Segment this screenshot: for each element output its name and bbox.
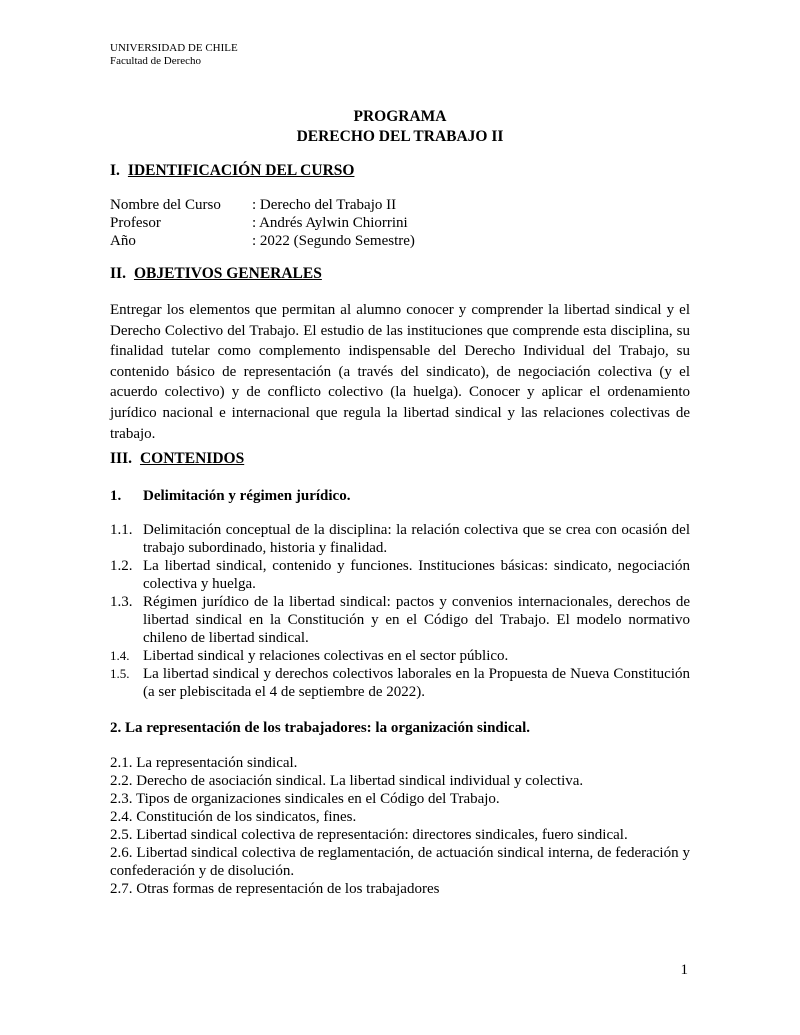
section-heading-contenidos bbox=[110, 449, 690, 469]
document-title bbox=[110, 107, 690, 147]
section-title: CONTENIDOS bbox=[139, 450, 245, 468]
section-number: II. bbox=[110, 265, 126, 282]
list-item: 2.1. La representación sindical. bbox=[110, 755, 298, 772]
list-item bbox=[110, 647, 690, 665]
professor-row bbox=[110, 214, 690, 232]
item-text: La libertad sindical y derechos colectivos laborales en la Propuesta de Nueva Constitución (a ser plebiscitada el 4 de septiembre de 2022). bbox=[143, 666, 690, 701]
list-item bbox=[110, 557, 690, 593]
faculty-name: Facultad de Derecho bbox=[110, 54, 202, 67]
unit1-list bbox=[110, 521, 690, 701]
unit-number: 1. bbox=[110, 488, 122, 505]
field-value-nombre: : Derecho del Trabajo II bbox=[252, 197, 397, 213]
item-number: 1.1. bbox=[110, 522, 133, 539]
field-value-ano: : 2022 (Segundo Semestre) bbox=[252, 233, 415, 249]
section-heading-identificacion bbox=[110, 161, 690, 181]
list-item bbox=[110, 665, 690, 701]
section-title: IDENTIFICACIÓN DEL CURSO bbox=[127, 162, 355, 179]
item-number: 1.5. bbox=[110, 666, 130, 682]
section-heading-objetivos bbox=[110, 264, 690, 284]
unit1-heading bbox=[110, 486, 690, 506]
list-item: 2.5. Libertad sindical colectiva de representación: directores sindicales, fuero sindical. bbox=[110, 827, 628, 844]
unit2-list bbox=[110, 754, 690, 898]
item-text: Régimen jurídico de la libertad sindical: pactos y convenios internacionales, derechos de libertad sindical en la Constitución y en el Código del Trabajo. El modelo normativo chileno de libertad sindical. bbox=[143, 594, 690, 647]
item-text: Libertad sindical y relaciones colectivas en el sector público. bbox=[143, 648, 509, 665]
item-number: 1.4. bbox=[110, 648, 130, 664]
field-label-ano: Año bbox=[110, 233, 136, 249]
item-number: 1.2. bbox=[110, 558, 133, 575]
field-label-profesor: Profesor bbox=[110, 215, 161, 231]
field-value-profesor: : Andrés Aylwin Chiorrini bbox=[252, 215, 408, 231]
list-item bbox=[110, 593, 690, 647]
list-item: 2.6. Libertad sindical colectiva de reglamentación, de actuación sindical interna, de federación y confederación y de disolución. bbox=[110, 845, 690, 880]
field-label-nombre: Nombre del Curso bbox=[110, 197, 221, 213]
university-name: UNIVERSIDAD DE CHILE bbox=[110, 42, 238, 54]
list-item: 2.4. Constitución de los sindicatos, fines. bbox=[110, 809, 357, 826]
list-item bbox=[110, 521, 690, 557]
course-info bbox=[110, 196, 690, 250]
list-item: 2.7. Otras formas de representación de los trabajadores bbox=[110, 881, 440, 898]
objetivos-paragraph: Entregar los elementos que permitan al alumno conocer y comprender la libertad sindical y el Derecho Colectivo del Trabajo. El estudio de las instituciones que comprende esta disciplina, su finalidad tutelar como complemento indispensable del Derecho Individual del Trabajo, su contenido básico de representación (a través del sindicato), de negociación colectiva (y el acuerdo colectivo) y de conflicto colectivo (la huelga). Conocer y aplicar el ordenamiento jurídico nacional e internacional que regula la libertad sindical y las relaciones colectivas de trabajo. bbox=[110, 302, 690, 442]
item-text: La libertad sindical, contenido y funciones. Instituciones básicas: sindicato, negociación colectiva y huelga. bbox=[143, 558, 690, 593]
item-number: 1.3. bbox=[110, 594, 133, 611]
title-line-1: PROGRAMA bbox=[353, 108, 447, 125]
page-number: 1 bbox=[680, 962, 688, 978]
course-name-row bbox=[110, 196, 690, 214]
letterhead bbox=[110, 42, 690, 67]
unit-title: Delimitación y régimen jurídico. bbox=[143, 488, 351, 505]
section-title: OBJETIVOS GENERALES bbox=[133, 265, 322, 282]
section-number: I. bbox=[110, 162, 120, 179]
year-row bbox=[110, 232, 690, 250]
section-number: III. bbox=[110, 450, 132, 468]
list-item: 2.2. Derecho de asociación sindical. La libertad sindical individual y colectiva. bbox=[110, 773, 584, 790]
title-line-2: DERECHO DEL TRABAJO II bbox=[296, 128, 504, 145]
list-item: 2.3. Tipos de organizaciones sindicales en el Código del Trabajo. bbox=[110, 791, 500, 808]
unit2-heading: 2. La representación de los trabajadores: la organización sindical. bbox=[110, 720, 530, 737]
item-text: Delimitación conceptual de la disciplina: la relación colectiva que se crea con ocasión del trabajo subordinado, historia y finalidad. bbox=[143, 522, 690, 557]
